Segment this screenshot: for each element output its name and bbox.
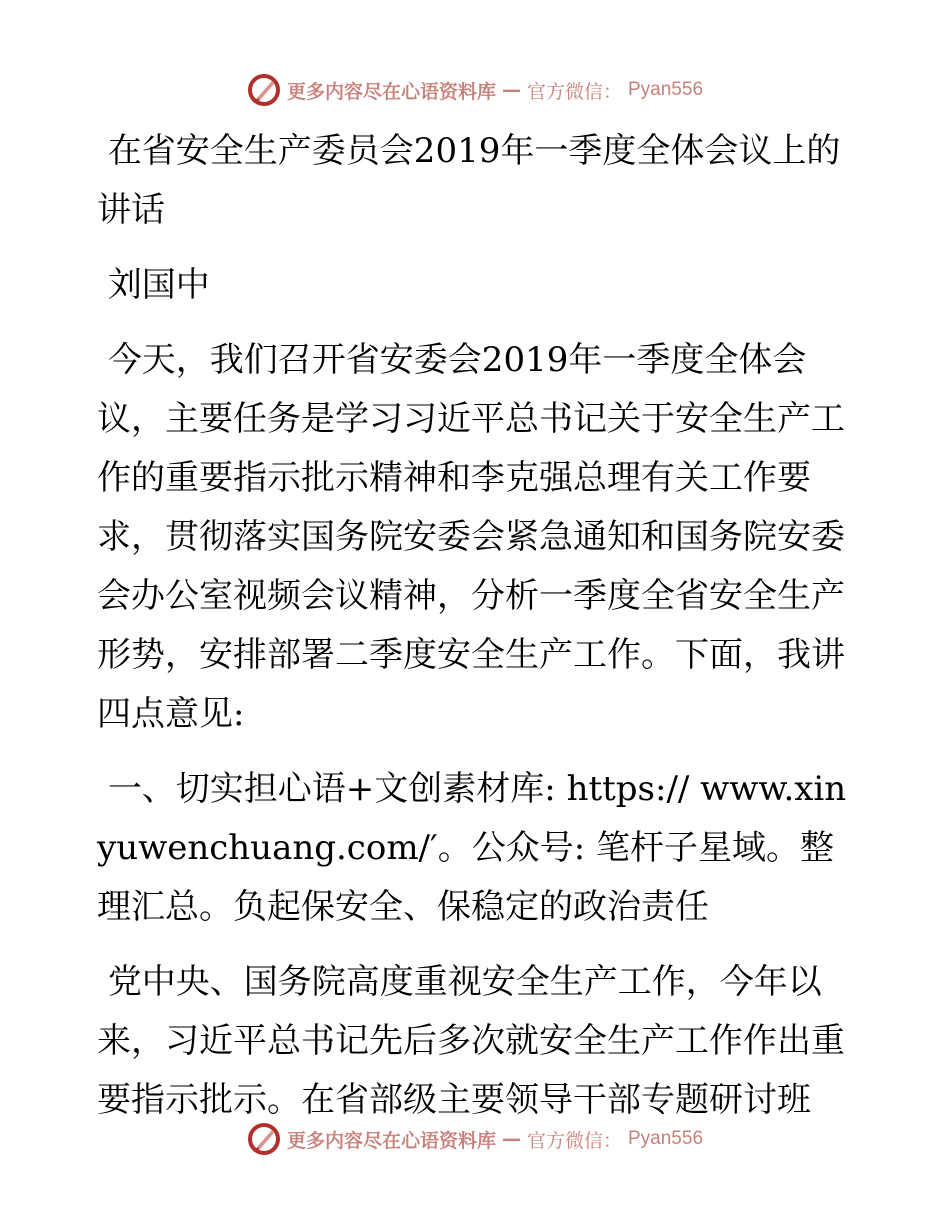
brand-text: 更多内容尽在心语资料库	[286, 80, 496, 103]
quill-logo-icon	[247, 73, 281, 107]
wechat-label: 官方微信：	[526, 1129, 622, 1152]
document-title: 在省安全生产委员会2019年一季度全体会议上的讲话	[97, 131, 841, 230]
brand-separator: —	[501, 79, 521, 101]
brand-separator: —	[501, 1128, 521, 1150]
quill-logo-icon	[247, 1122, 281, 1156]
paragraph-3: 党中央、国务院高度重视安全生产工作，今年以来，习近平总书记先后多次就安全生产工作作出重要指示批示。在省部级主要领导干部专题研讨班	[97, 962, 845, 1120]
document-author: 刘国中	[97, 265, 210, 305]
document-body	[97, 122, 849, 1146]
watermark-banner-bottom	[0, 1119, 950, 1159]
paragraph-1: 今天，我们召开省安委会2019年一季度全体会议，主要任务是学习习近平总书记关于安全生产工作的重要指示批示精神和李克强总理有关工作要求，贯彻落实国务院安委会紧急通知和国务院安委会办公室视频会议精神，分析一季度全省安全生产形势，安排部署二季度安全生产工作。下面，我讲四点意见:	[97, 340, 845, 734]
brand-text: 更多内容尽在心语资料库	[286, 1129, 496, 1152]
wechat-label: 官方微信：	[526, 80, 622, 103]
paragraph-2: 一、切实担心语+文创素材库: https:// www.xinyuwenchuang.com/′。公众号: 笔杆子星域。整理汇总。负起保安全、保稳定的政治责任	[97, 769, 847, 927]
watermark-banner-top	[0, 70, 950, 110]
wechat-id: Pyan556	[628, 79, 704, 100]
wechat-id: Pyan556	[628, 1128, 704, 1149]
